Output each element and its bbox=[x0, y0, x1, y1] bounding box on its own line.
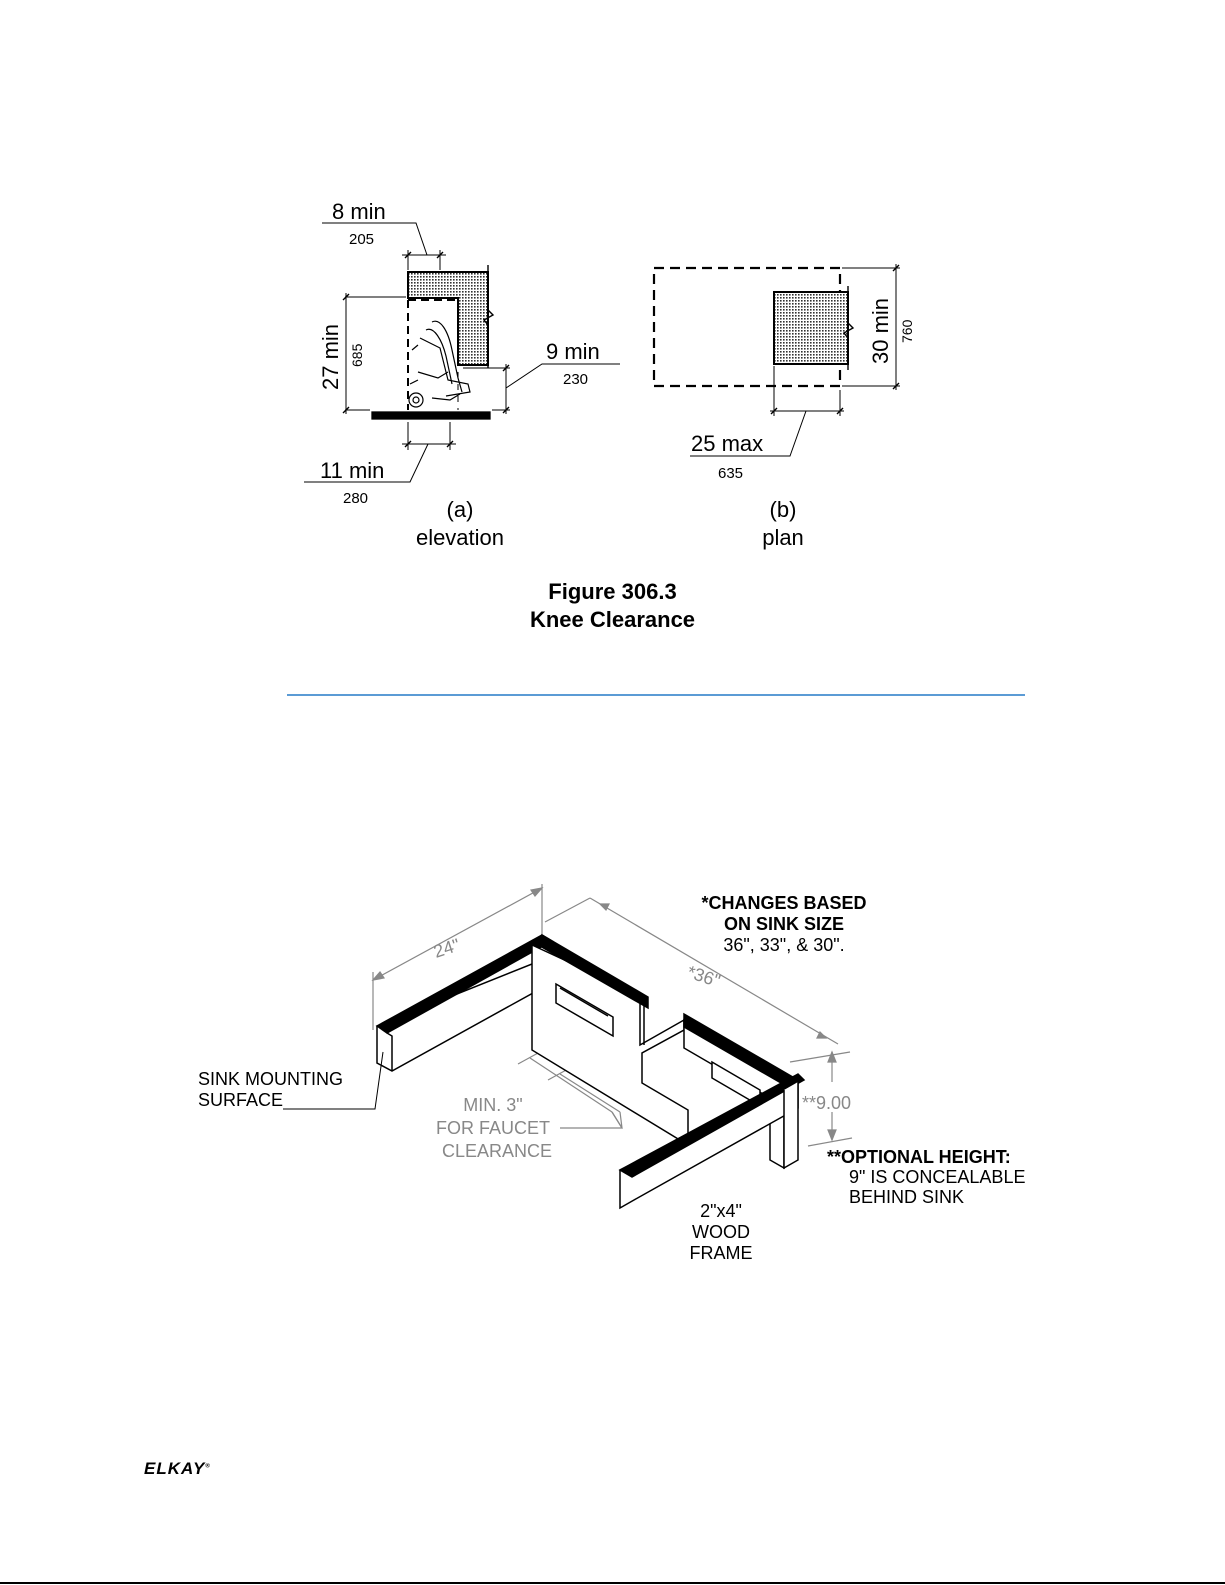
page-bottom-border bbox=[0, 1582, 1225, 1584]
logo-text: ELKAY bbox=[144, 1459, 206, 1478]
dim-635: 635 bbox=[718, 465, 744, 482]
dim-9-in: **9.00 bbox=[802, 1093, 852, 1113]
note-changes-line3: 36", 33", & 30". bbox=[723, 935, 845, 955]
dim-205: 205 bbox=[349, 231, 375, 248]
dim-11-min: 11 min bbox=[320, 458, 385, 483]
dim-685: 685 bbox=[349, 343, 365, 367]
frame-line2: WOOD bbox=[692, 1222, 750, 1242]
wood-frame-drawing bbox=[377, 935, 804, 1208]
dim-280: 280 bbox=[343, 490, 369, 507]
dim-8-min: 8 min bbox=[332, 199, 386, 224]
dim-760: 760 bbox=[899, 319, 915, 343]
elkay-logo: ELKAY® bbox=[144, 1459, 211, 1478]
optional-line1: **OPTIONAL HEIGHT: bbox=[827, 1147, 1011, 1167]
faucet-line1: MIN. 3" bbox=[463, 1095, 523, 1115]
elevation-tag: (a) bbox=[446, 497, 474, 522]
dim-9-min: 9 min bbox=[546, 339, 600, 364]
elevation-name: elevation bbox=[415, 525, 505, 550]
note-changes-line1: *CHANGES BASED bbox=[701, 893, 867, 913]
faucet-line2: FOR FAUCET bbox=[435, 1118, 551, 1138]
sink-surface-line2: SURFACE bbox=[198, 1090, 284, 1110]
plan-name: plan bbox=[762, 525, 804, 550]
dim-230: 230 bbox=[563, 371, 589, 388]
frame-line1: 2"x4" bbox=[700, 1201, 742, 1221]
dim-36-in: *36" bbox=[684, 961, 723, 992]
dim-30-min: 30 min bbox=[868, 297, 893, 364]
optional-line3: BEHIND SINK bbox=[849, 1187, 965, 1207]
optional-line2: 9" IS CONCEALABLE bbox=[849, 1167, 1026, 1187]
plan-tag: (b) bbox=[769, 497, 797, 522]
faucet-line3: CLEARANCE bbox=[441, 1141, 553, 1161]
dim-27-min: 27 min bbox=[318, 323, 343, 390]
note-changes-line2: ON SINK SIZE bbox=[723, 914, 845, 934]
frame-line3: FRAME bbox=[689, 1243, 753, 1263]
figure-caption-title: Figure 306.3 bbox=[548, 579, 677, 604]
sink-surface-line1: SINK MOUNTING bbox=[198, 1069, 344, 1089]
dim-25-max: 25 max bbox=[691, 431, 764, 456]
figure-caption-subtitle: Knee Clearance bbox=[529, 607, 696, 632]
dim-24-in: 24" bbox=[431, 934, 463, 962]
